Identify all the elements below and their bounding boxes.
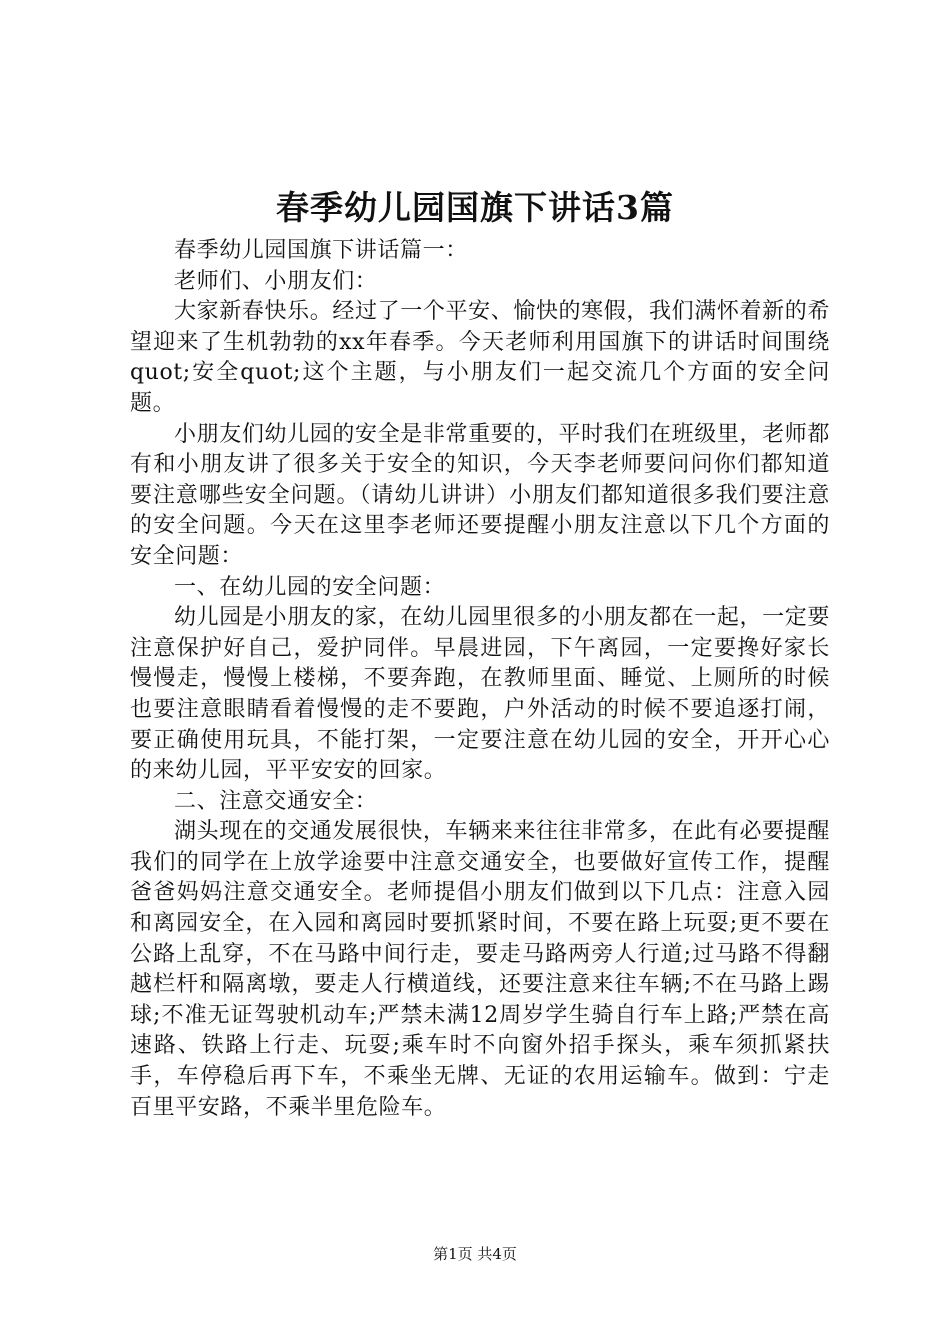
paragraph: 大家新春快乐。经过了一个平安、愉快的寒假，我们满怀着新的希望迎来了生机勃勃的xx年春季。今天老师利用国旗下的讲话时间围绕quot;安全quot;这个主题，与小朋友们一起交流几个方面的安全问题。 bbox=[130, 299, 830, 416]
document-body bbox=[130, 236, 830, 1123]
paragraph: 幼儿园是小朋友的家，在幼儿园里很多的小朋友都在一起，一定要注意保护好自己，爱护同伴。早晨进园，下午离园，一定要搀好家长慢慢走，慢慢上楼梯，不要奔跑，在教师里面、睡觉、上厕所的时候也要注意眼睛看着慢慢的走不要跑，户外活动的时候不要追逐打闹，要正确使用玩具，不能打架，一定要注意在幼儿园的安全，开开心心的来幼儿园，平平安安的回家。 bbox=[130, 605, 830, 784]
document-title: 春季幼儿园国旗下讲话3篇 bbox=[276, 188, 674, 227]
section-heading: 一、在幼儿园的安全问题： bbox=[174, 574, 446, 600]
paragraph-salutation: 老师们、小朋友们： bbox=[174, 268, 378, 294]
page-number-footer: 第1页 共4页 bbox=[433, 1245, 517, 1263]
section-heading: 二、注意交通安全： bbox=[174, 788, 378, 814]
paragraph: 湖头现在的交通发展很快，车辆来来往往非常多，在此有必要提醒我们的同学在上放学途要中注意交通安全，也要做好宣传工作，提醒爸爸妈妈注意交通安全。老师提倡小朋友们做到以下几点：注意入园和离园安全，在入园和离园时要抓紧时间，不要在路上玩耍;更不要在公路上乱穿，不在马路中间行走，要走马路两旁人行道;过马路不得翻越栏杆和隔离墩，要走人行横道线，还要注意来往车辆;不在马路上踢球;不准无证驾驶机动车;严禁未满12周岁学生骑自行车上路;严禁在高速路、铁路上行走、玩耍;乘车时不向窗外招手探头，乘车须抓紧扶手，车停稳后再下车，不乘坐无牌、无证的农用运输车。做到：宁走百里平安路，不乘半里危险车。 bbox=[130, 819, 830, 1120]
paragraph: 小朋友们幼儿园的安全是非常重要的，平时我们在班级里，老师都有和小朋友讲了很多关于安全的知识，今天李老师要问问你们都知道要注意哪些安全问题。（请幼儿讲讲）小朋友们都知道很多我们要注意的安全问题。今天在这里李老师还要提醒小朋友注意以下几个方面的安全问题： bbox=[130, 421, 830, 569]
paragraph-heading: 春季幼儿园国旗下讲话篇一： bbox=[174, 238, 468, 263]
